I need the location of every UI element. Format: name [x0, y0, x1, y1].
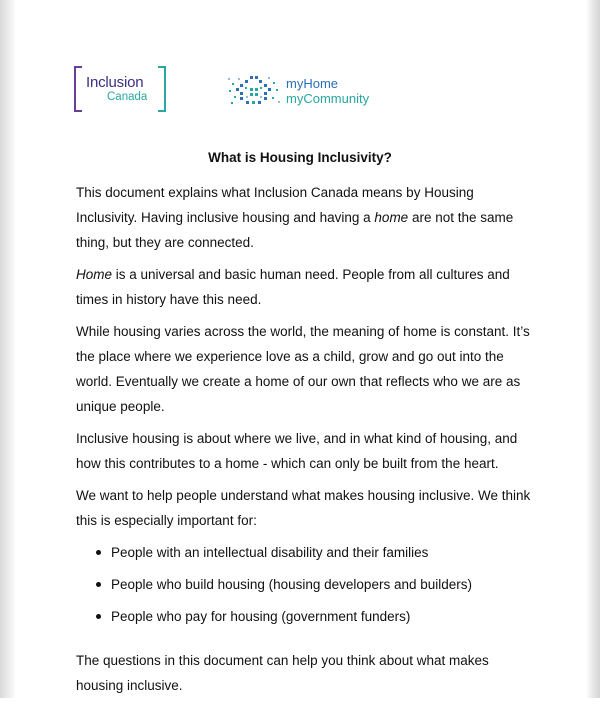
paragraph-intro-text-2: are not the same thing, but they are connected.: [76, 210, 514, 250]
list-item-text: People with an intellectual disability and their families: [111, 545, 429, 560]
paragraph-home-emphasis: Home: [76, 267, 113, 282]
list-item: [76, 572, 536, 604]
paragraph-inclusive-housing: Inclusive housing is about where we live, and in what kind of housing, and how this contributes to a home - which can only be built from the heart.: [76, 431, 518, 471]
list-item: [76, 604, 536, 636]
paragraph-home-text: is a universal and basic human need. People from all cultures and times in history have this need.: [76, 267, 510, 307]
page-shadow-left: [0, 0, 16, 698]
logo-bracket-right: [158, 66, 166, 112]
list-item-text: People who build housing (housing developers and builders): [111, 577, 472, 592]
list-item: [76, 540, 536, 572]
bullet-icon: [96, 614, 101, 619]
list-item-text: People who pay for housing (government funders): [111, 609, 411, 624]
paragraph-intro: [76, 180, 536, 255]
paragraph-meaning-of-home: While housing varies across the world, the meaning of home is constant. It’s the place where we experience love as a child, grow and go out into the world. Eventually we create a home of our own that reflects who we are as unique people.: [76, 324, 530, 414]
bullet-icon: [96, 582, 101, 587]
page-shadow-right: [586, 0, 600, 698]
audience-list: [76, 540, 536, 636]
house-dots-icon: [228, 74, 282, 108]
logo-text-canada: Canada: [107, 91, 148, 103]
bullet-icon: [96, 550, 101, 555]
document-title: What is Housing Inclusivity?: [208, 150, 392, 165]
paragraph-home-need: [76, 262, 536, 312]
logo-text-inclusion: Inclusion: [86, 74, 144, 91]
logo-text-mycommunity: myCommunity: [286, 91, 370, 106]
paragraph-intro-text-1: This document explains what Inclusion Canada means by Housing Inclusivity. Having inclusive housing and having a: [76, 185, 474, 225]
paragraph-intro-emphasis: home: [374, 210, 409, 225]
myhome-mycommunity-logo: [228, 73, 388, 109]
document-body: [76, 180, 536, 705]
logo-bracket-left: [74, 66, 82, 112]
paragraph-questions: The questions in this document can help you think about what makes housing inclusive.: [76, 653, 489, 693]
inclusion-canada-logo: [74, 66, 166, 110]
logo-text-myhome: myHome: [286, 76, 339, 91]
paragraph-audience-intro: We want to help people understand what makes housing inclusive. We think this is especially important for:: [76, 488, 531, 528]
